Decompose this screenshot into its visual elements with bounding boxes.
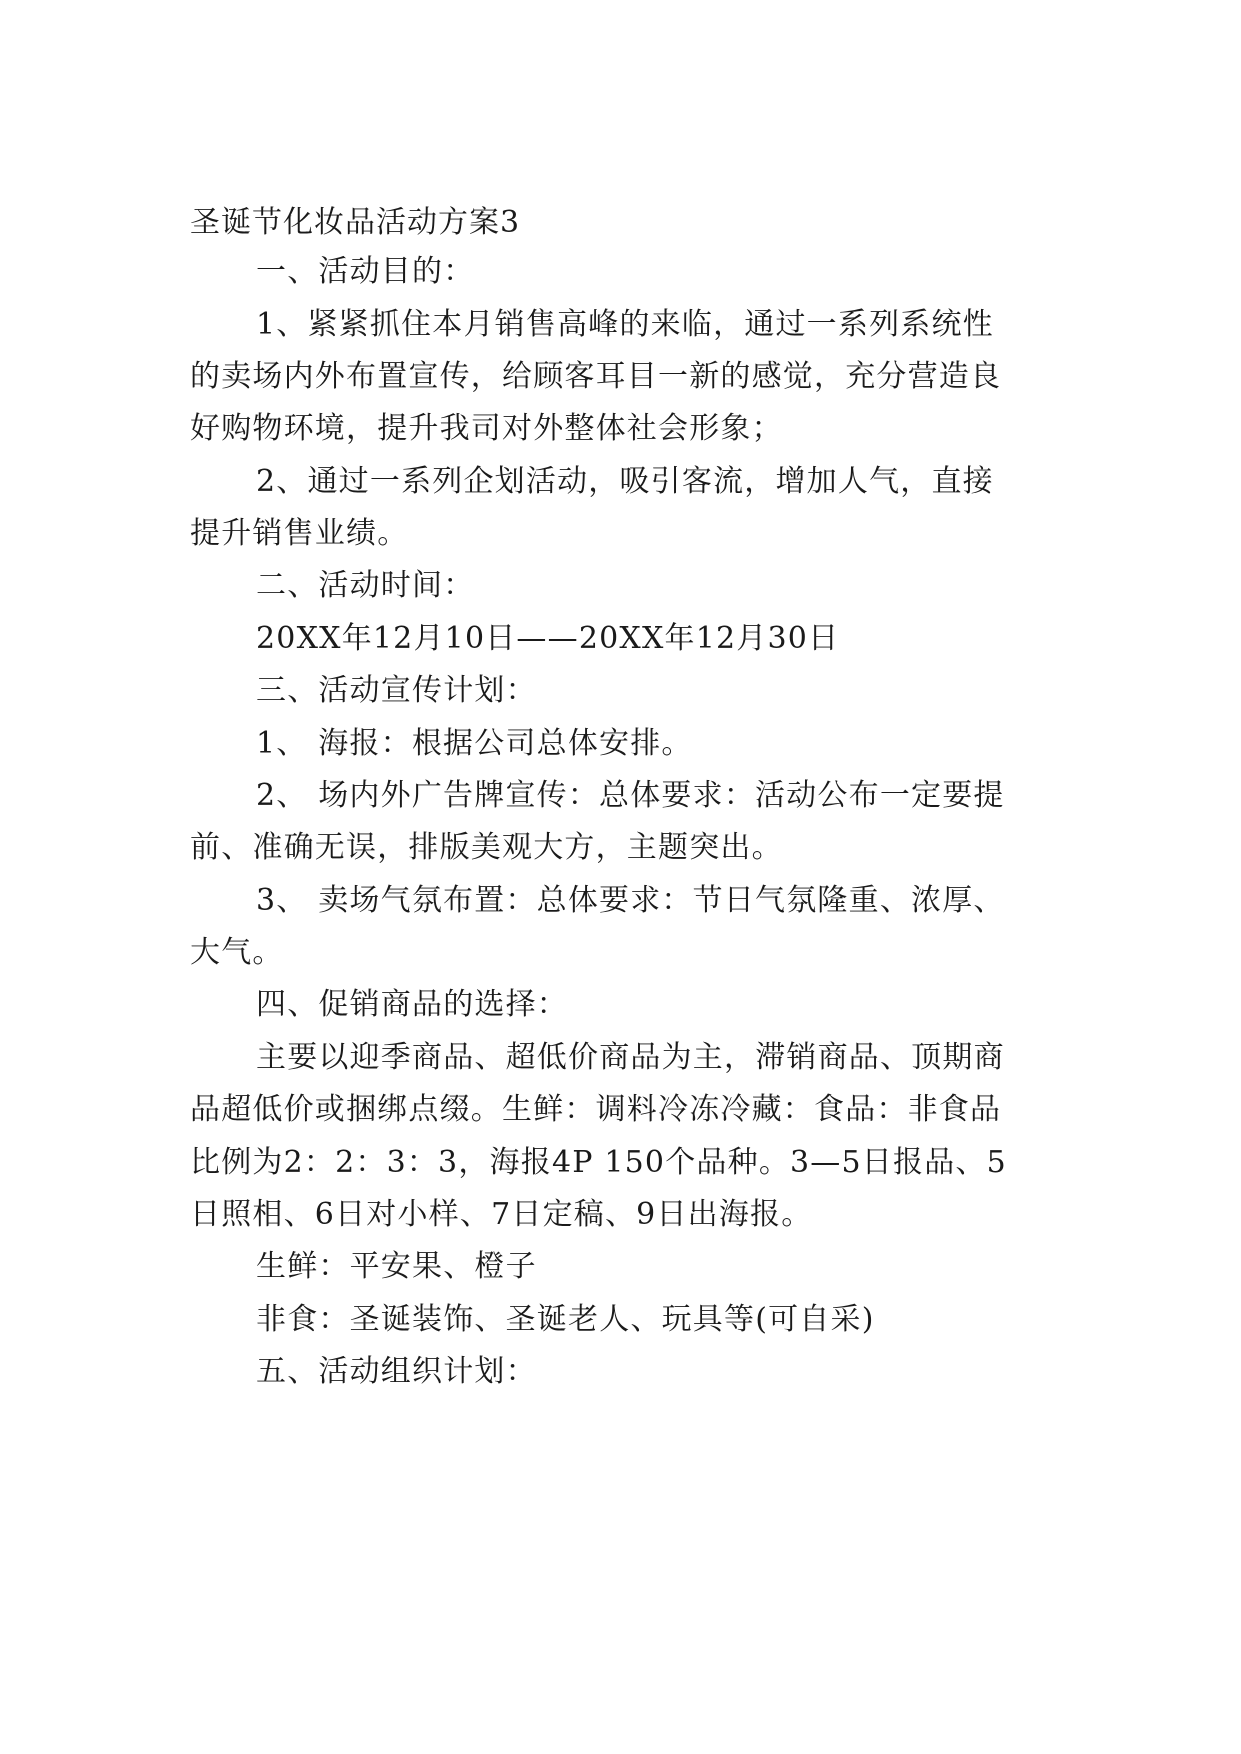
- section-heading-product-selection: 四、促销商品的选择：: [256, 987, 568, 1022]
- section-heading-time: 二、活动时间：: [256, 568, 475, 603]
- paragraph-line: 大气。: [190, 935, 284, 970]
- paragraph-line: 3、 卖场气氛布置：总体要求：节日气氛隆重、浓厚、: [256, 883, 1005, 918]
- section-heading-promotion-plan: 三、活动宣传计划：: [256, 673, 537, 708]
- paragraph-line: 20XX年12月10日——20XX年12月30日: [256, 621, 840, 656]
- section-heading-organization-plan: 五、活动组织计划：: [256, 1354, 537, 1389]
- paragraph-line: 比例为2：2：3：3，海报4P 150个品种。3—5日报品、5: [190, 1145, 1007, 1180]
- paragraph-line: 2、 场内外广告牌宣传：总体要求：活动公布一定要提: [256, 778, 1005, 813]
- paragraph-line: 好购物环境，提升我司对外整体社会形象；: [190, 411, 783, 446]
- section-heading-purpose: 一、活动目的：: [256, 254, 475, 289]
- paragraph-line: 1、 海报：根据公司总体安排。: [256, 726, 693, 761]
- paragraph-line: 生鲜：平安果、橙子: [256, 1249, 537, 1284]
- paragraph-line: 2、通过一系列企划活动，吸引客流，增加人气，直接: [256, 464, 994, 499]
- paragraph-line: 提升销售业绩。: [190, 516, 409, 551]
- paragraph-line: 前、准确无误，排版美观大方，主题突出。: [190, 830, 783, 865]
- paragraph-line: 1、紧紧抓住本月销售高峰的来临，通过一系列系统性: [256, 307, 994, 342]
- document-title: 圣诞节化妆品活动方案3: [190, 205, 521, 240]
- paragraph-line: 主要以迎季商品、超低价商品为主，滞销商品、顶期商: [256, 1040, 1005, 1075]
- paragraph-line: 品超低价或捆绑点缀。生鲜：调料冷冻冷藏：食品：非食品: [190, 1092, 1002, 1127]
- paragraph-line: 非食：圣诞装饰、圣诞老人、玩具等(可自采): [256, 1302, 875, 1337]
- paragraph-line: 日照相、6日对小样、7日定稿、9日出海报。: [190, 1197, 813, 1232]
- paragraph-line: 的卖场内外布置宣传，给顾客耳目一新的感觉，充分营造良: [190, 359, 1002, 394]
